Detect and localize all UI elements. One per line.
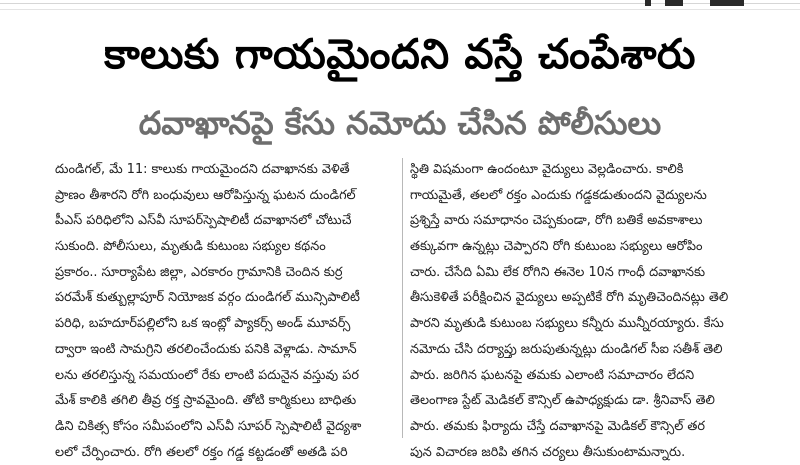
article-body-line: ప్రశ్నిస్తే వారు సమాధానం చెప్పకుండా, రోగి బతికే అవకాశాలు [410, 213, 703, 229]
article-body-line: చారు. చేసేది ఏమి లేక రోగిని ఈనెల 10న గాంధీ దవాఖానకు [410, 264, 706, 280]
clip-rule [0, 9, 800, 10]
clipped-text-fragment [710, 0, 744, 6]
article-body-line: దుండిగల్, మే 11: కాలుకు గాయమైందని దవాఖానకు వెళితే [55, 162, 350, 177]
article-body-line: తక్కువగా ఉన్నట్లు చెప్పారని రోగి కుటుంబ సభ్యులు ఆరోపిం [410, 239, 703, 255]
article-body-line: తీసుకెళితే పరీక్షించిన వైద్యులు అప్పటికే రోగి మృతిచెందినట్లు తెలి [410, 290, 729, 306]
article-subheadline: దవాఖానపై కేసు నమోదు చేసిన పోలీసులు [138, 104, 662, 142]
article-headline: కాలుకు గాయమైందని వస్తే చంపేశారు [104, 30, 696, 78]
previous-article-clip [0, 0, 800, 14]
article-body-line: పారని మృతుడి కుటుంబ సభ్యులు కన్నీరు మున్నీరయ్యారు. కేసు [410, 316, 724, 332]
article-body-line: స్థితి విషమంగా ఉందంటూ వైద్యులు వెల్లడించారు. కాలికి [410, 162, 684, 177]
clipped-text-fragment [665, 0, 683, 6]
article-body-line: మేశ్ కాలికి తగిలి తీవ్ర రక్త స్రావమైంది. తోటి కార్మికులు బాధితు [55, 393, 357, 409]
article-body-line: గాయమైతే, తలలో రక్తం ఎందుకు గడ్డకడుతుందని వైద్యులను [410, 187, 707, 203]
clipped-text-fragment [645, 0, 651, 6]
article-body-line: సుకుంది. పోలీసులు, మృతుడి కుటుంబ సభ్యుల కథనం [55, 239, 326, 255]
article-body-line: లను తరలిస్తున్న సమయంలో రేకు లాంటి పదునైన వస్తువు పర [55, 367, 359, 383]
article-body-left-column [55, 157, 395, 465]
article-body-line: పారు. తమకు ఫిర్యాదు చేస్తే దవాఖానపై మెడికల్ కౌన్సిల్ తర [410, 418, 705, 434]
article-body-line: పున విచారణ జరిపి తగిన చర్యలు తీసుకుంటామన్నారు. [410, 444, 686, 460]
article-body-right-column [410, 157, 745, 465]
article-body-line: ప్రాణం తీశారని రోగి బంధువులు ఆరోపిస్తున్న ఘటన దుండిగల్ [55, 187, 356, 203]
article-body-line: పరమేశ్ కుత్బుల్లాపూర్ నియోజక వర్గం దుండిగల్ మున్సిపాలిటీ [55, 290, 360, 306]
article-body-line: ద్వారా ఇంటి సామగ్రిని తరలించేందుకు పనికి వెళ్లాడు. సామాన్ [55, 341, 357, 357]
article-body-line: ప్రకారం.. సూర్యాపేట జిల్లా, ఎరకారం గ్రామానికి చెందిన కుర్ర [55, 264, 343, 280]
article-body-line: పీఎస్ పరిధిలోని ఎస్‌వీ సూపర్‌స్పెషాలిటీ దవాఖానలో చోటుచే [55, 213, 352, 229]
article-body-line: పారు. జరిగిన ఘటనపై తమకు ఎలాంటి సమాచారం లేదని [410, 367, 695, 383]
article-body-line: డిని చికిత్స కోసం సమీపంలోని ఎస్‌వీ సూపర్ స్పెషాలిటీ వైద్యశా [55, 418, 362, 434]
article-body-line: నమోదు చేసి దర్యాప్తు జరుపుతున్నట్లు దుండిగల్ సీఐ సతీశ్ తెలి [410, 341, 723, 357]
article-body-line: పరిధి, బహదూర్‌పల్లిలోని ఒక ఇంట్లో ప్యాకర్స్ అండ్ మూవర్స్ [55, 316, 351, 332]
article-body-line: తెలంగాణ స్టేట్ మెడికల్ కౌన్సిల్ ఉపాధ్యక్షుడు డా. శ్రీనివాస్ తెలి [410, 393, 715, 409]
column-divider [402, 158, 403, 438]
article-body-line: లలో చేర్పించారు. రోగి తలలో రక్తం గడ్డ కట్టడంతో అతడి పరి [55, 444, 348, 460]
